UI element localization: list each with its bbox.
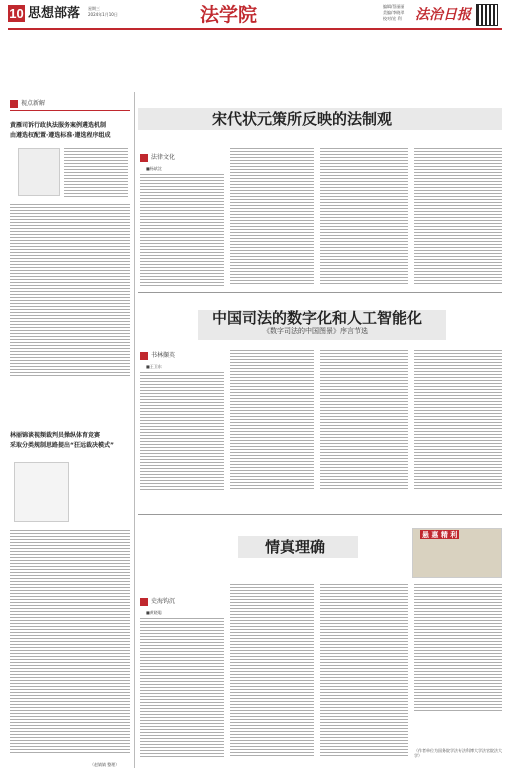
article3-footnote: （作者单位为国务院学法专法科博大学法官院法大学）: [414, 748, 502, 758]
article1-title: 宋代状元策所反映的法制观: [212, 110, 393, 128]
section-label-book: [140, 352, 175, 360]
label-text: 史海钩沉: [151, 598, 176, 605]
text-block: [140, 372, 224, 490]
section-label-history: [140, 598, 175, 606]
text-block: [320, 350, 408, 490]
label-text: 书林撷英: [151, 352, 176, 359]
section-name: 思想部落: [28, 6, 81, 21]
masthead-rule: [8, 28, 502, 30]
section-label-legal-culture: [140, 154, 175, 162]
text-block: [320, 148, 408, 286]
text-block: [230, 148, 314, 286]
text-block: [10, 204, 130, 376]
editor-credit: 编辑/蔡丽丽: [383, 4, 405, 9]
left-subheadline-2: 采取分类规制思路提出“狂远裁决模式”: [10, 442, 114, 449]
article3-author: ■黄晓聪: [146, 610, 162, 615]
label-icon: [140, 352, 148, 360]
text-block: [414, 350, 502, 490]
book-cover-image: [18, 148, 60, 196]
text-block: [414, 148, 502, 286]
text-block: [414, 584, 502, 712]
text-block: [10, 530, 130, 755]
label-icon: [140, 598, 148, 606]
text-block: [230, 350, 314, 490]
left-headline-2: 林丽锦谈视频裁判员操纵体育竞赛: [10, 432, 101, 439]
designer-credit: 美编/李晓翠: [383, 10, 405, 15]
qr-code-icon: [476, 4, 498, 26]
article2-subtitle: 《数字司法的中国图景》序言节选: [263, 327, 368, 335]
proof-credit: 校对/宏 利: [383, 16, 402, 21]
left-subheadline-1: 由遵选权配置·遵选标准·遵选程序组成: [10, 132, 111, 139]
label-icon: [140, 154, 148, 162]
section-label-viewpoint: [10, 100, 45, 108]
text-block: [140, 174, 224, 286]
left-editor: （赵婧婧 整理）: [90, 762, 120, 767]
article3-title: 情真理确: [265, 538, 326, 556]
book-cover-image-2: [14, 462, 69, 522]
illustration-caption: 悬 惠 精 利: [422, 530, 458, 539]
text-block: [64, 148, 128, 198]
newspaper-logo: 法治日报: [415, 7, 471, 23]
left-headline-1: 黄雁司诉行政执法服务案例遴选机制: [10, 122, 107, 129]
label-text: 法律文化: [151, 154, 176, 161]
article2-title: 中国司法的数字化和人工智能化: [212, 309, 423, 327]
issue-date: 2024年1月10日: [88, 12, 118, 17]
column-title: 法学院: [200, 4, 258, 26]
week-issue: 星期三: [88, 6, 100, 11]
text-block: [230, 584, 314, 758]
article2-author: ■王卫东: [146, 364, 162, 369]
page-number: 10: [9, 6, 24, 21]
article1-author: ■杨斌沈: [146, 166, 162, 171]
label-text: 视点新解: [21, 100, 46, 107]
text-block: [140, 618, 224, 758]
text-block: [320, 584, 408, 758]
label-icon: [10, 100, 18, 108]
